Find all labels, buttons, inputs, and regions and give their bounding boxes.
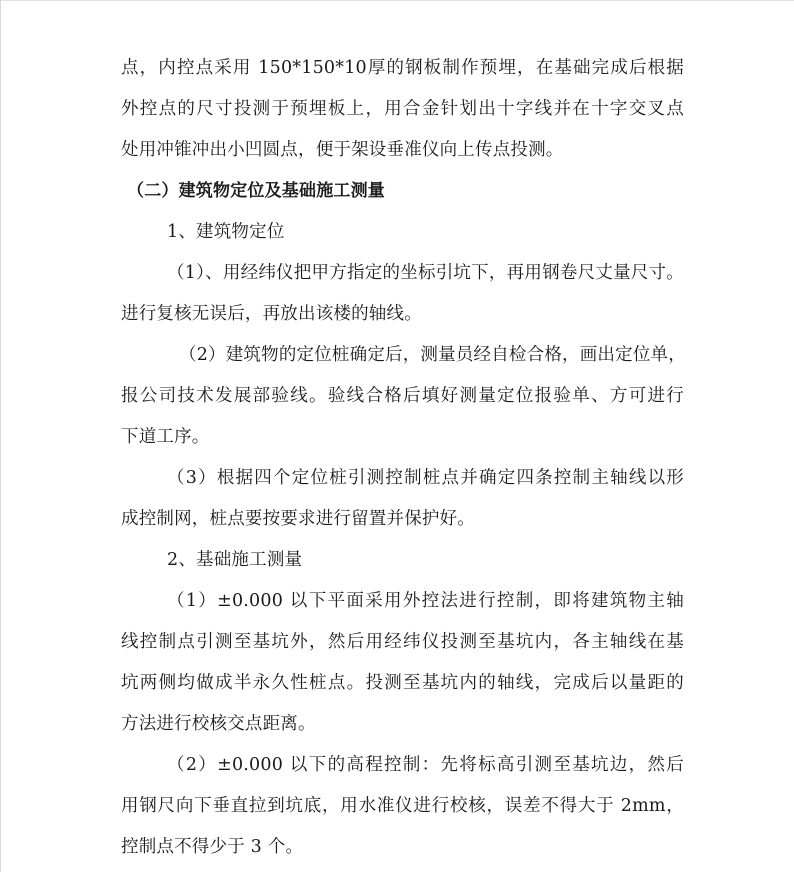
paragraph-line-14: 方法进行校核交点距离。 (121, 714, 316, 734)
subsection-heading-1: 1、建筑物定位 (167, 222, 285, 242)
section-heading: （二）建筑物定位及基础施工测量 (127, 181, 385, 201)
subsection-heading-2: 2、基础施工测量 (167, 550, 303, 570)
paragraph-line-9: （3）根据四个定位桩引测控制桩点并确定四条控制主轴线以形 (167, 468, 684, 488)
paragraph-line-10: 成控制网，桩点要按要求进行留置并保护好。 (121, 509, 475, 529)
paragraph-line-17: 控制点不得少于 3 个。 (121, 837, 304, 857)
paragraph-line-8: 下道工序。 (121, 427, 210, 447)
paragraph-line-12: 线控制点引测至基坑外，然后用经纬仪投测至基坑内，各主轴线在基 (121, 632, 684, 652)
paragraph-line-1: 点，内控点采用 150*150*10厚的钢板制作预埋，在基础完成后根据 (121, 58, 684, 78)
paragraph-line-7: 报公司技术发展部验线。验线合格后填好测量定位报验单、方可进行 (121, 386, 684, 406)
paragraph-line-16: 用钢尺向下垂直拉到坑底，用水准仪进行校核，误差不得大于 2mm， (121, 796, 684, 816)
paragraph-line-6: （2）建筑物的定位桩确定后，测量员经自检合格，画出定位单， (179, 345, 686, 365)
paragraph-line-15: （2）±0.000 以下的高程控制：先将标高引测至基坑边，然后 (167, 755, 684, 775)
paragraph-line-11: （1）±0.000 以下平面采用外控法进行控制，即将建筑物主轴 (167, 591, 684, 611)
paragraph-line-13: 坑两侧均做成半永久性桩点。投测至基坑内的轴线，完成后以量距的 (121, 673, 684, 693)
paragraph-line-4: （1）、用经纬仪把甲方指定的坐标引坑下，再用钢卷尺丈量尺寸。 (167, 263, 684, 283)
paragraph-line-3: 处用冲锥冲出小凹圆点，便于架设垂准仪向上传点投测。 (121, 140, 564, 160)
paragraph-line-2: 外控点的尺寸投测于预埋板上，用合金针划出十字线并在十字交叉点 (121, 99, 684, 119)
page-top-border (1, 0, 794, 1)
paragraph-line-5: 进行复核无误后，再放出该楼的轴线。 (121, 304, 422, 324)
